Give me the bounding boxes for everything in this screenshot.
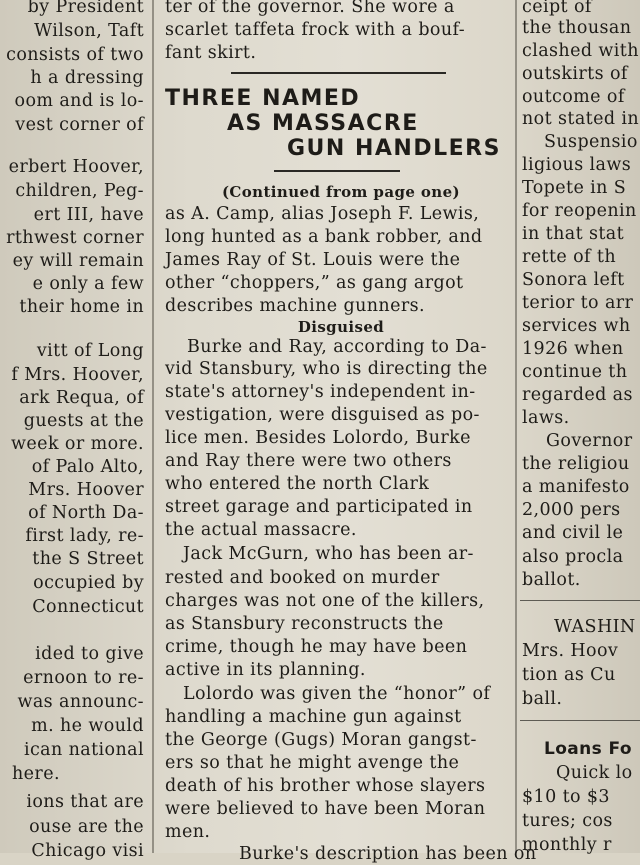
right-line: Quick lo <box>556 763 633 783</box>
left-line: ey will remain <box>12 251 144 271</box>
left-line: e only a few <box>32 274 144 294</box>
subhead: Disguised <box>297 318 385 336</box>
left-line: by President <box>27 0 144 17</box>
left-line: vitt of Long <box>36 341 144 361</box>
article-line: vestigation, were disguised as po- <box>165 405 480 425</box>
right-line: ball. <box>522 689 563 709</box>
left-line: was announc- <box>17 692 144 712</box>
right-line: Sonora left <box>522 270 625 290</box>
left-line: ican national <box>23 740 144 760</box>
article-line: rested and booked on murder <box>165 568 440 588</box>
left-line: week or more. <box>11 434 144 454</box>
right-line: Mrs. Hoov <box>522 641 619 661</box>
left-line: erbert Hoover, <box>8 157 144 177</box>
article-line: death of his brother whose slayers <box>165 776 486 796</box>
mid-top-line: scarlet taffeta frock with a bouf- <box>165 20 466 40</box>
headline-rule-bottom <box>274 170 400 172</box>
right-line: Governor <box>546 431 633 451</box>
left-line: consists of two <box>6 45 144 65</box>
right-line: tion as Cu <box>522 665 616 685</box>
article-line: ers so that he might avenge the <box>165 753 460 773</box>
mid-top-line: fant skirt. <box>165 43 257 63</box>
article-line: lice men. Besides Lolordo, Burke <box>165 428 471 448</box>
article-line: charges was not one of the killers, <box>165 591 485 611</box>
article-line: street garage and participated in <box>165 497 473 517</box>
article-line: men. <box>165 822 211 842</box>
left-line: of North Da- <box>28 503 144 523</box>
left-line: h a dressing <box>30 68 144 88</box>
left-line: rthwest corner <box>6 228 144 248</box>
left-line: first lady, re- <box>25 526 144 546</box>
article-line: were believed to have been Moran <box>165 799 486 819</box>
right-line: WASHIN <box>554 617 636 637</box>
left-line: here. <box>12 764 60 784</box>
left-line: the S Street <box>32 549 144 569</box>
right-line: $10 to $3 <box>522 787 610 807</box>
right-line: and civil le <box>522 523 624 543</box>
right-line: laws. <box>522 408 570 428</box>
left-line: Connecticut <box>32 597 144 617</box>
left-column <box>0 0 148 861</box>
right-line: services wh <box>522 316 631 336</box>
article-line: Lolordo was given the “honor” of <box>183 684 491 704</box>
right-line: ballot. <box>522 570 581 590</box>
article-line: Burke and Ray, according to Da- <box>187 337 487 357</box>
continued-note: (Continued from page one) <box>221 183 461 201</box>
right-column <box>520 0 640 853</box>
article-line: James Ray of St. Louis were the <box>165 250 461 270</box>
right-line: in that stat <box>522 224 625 244</box>
right-line: 2,000 pers <box>522 500 621 520</box>
article-line: as Stansbury reconstructs the <box>165 614 444 634</box>
article-line: as A. Camp, alias Joseph F. Lewis, <box>165 204 480 224</box>
left-line: f Mrs. Hoover, <box>11 365 144 385</box>
right-line: outskirts of <box>522 64 628 84</box>
article-line: crime, though he may have been <box>165 637 468 657</box>
left-line: Wilson, Taft <box>34 21 144 41</box>
left-line: children, Peg- <box>15 181 144 201</box>
left-line: guests at the <box>23 411 144 431</box>
article-line: Burke's description has been on <box>239 844 537 864</box>
section-rule <box>520 600 640 601</box>
left-line: Mrs. Hoover <box>28 480 144 500</box>
right-line: regarded as <box>522 385 633 405</box>
article-line: other “choppers,” as gang argot <box>165 273 464 293</box>
headline-line-2: AS MASSACRE <box>227 111 419 136</box>
article-line: who entered the north Clark <box>165 474 430 494</box>
right-line: not stated in <box>522 109 640 129</box>
middle-column <box>159 0 537 864</box>
left-line: occupied by <box>33 573 144 593</box>
left-line: ernoon to re- <box>23 668 144 688</box>
right-line: tures; cos <box>522 811 613 831</box>
right-line: a manifesto <box>522 477 630 497</box>
article-line: long hunted as a bank robber, and <box>165 227 483 247</box>
left-line: ark Requa, of <box>19 388 144 408</box>
left-line: ided to give <box>35 644 144 664</box>
article-line: the George (Gugs) Moran gangst- <box>165 730 477 750</box>
article-line: describes machine gunners. <box>165 296 425 316</box>
left-line: their home in <box>19 297 144 317</box>
left-line: Chicago visi <box>31 841 144 861</box>
left-line: oom and is lo- <box>14 91 144 111</box>
right-line: also procla <box>522 547 624 567</box>
column-rule <box>152 0 154 853</box>
article-line: active in its planning. <box>165 660 366 680</box>
section-rule <box>520 720 640 721</box>
article-line: state's attorney's independent in- <box>165 382 476 402</box>
right-line: Suspensio <box>544 132 638 152</box>
right-line: 1926 when <box>522 339 624 359</box>
article-line: and Ray there were two others <box>165 451 452 471</box>
left-line: m. he would <box>31 716 144 736</box>
left-line: of Palo Alto, <box>31 457 144 477</box>
right-line: terior to arr <box>522 293 634 313</box>
right-line: the thousan <box>522 18 632 38</box>
right-line: monthly r <box>522 835 612 855</box>
mid-top-line: ter of the governor. She wore a <box>165 0 455 17</box>
article-line: handling a machine gun against <box>165 707 462 727</box>
right-line: outcome of <box>522 87 625 107</box>
headline-line-3: GUN HANDLERS <box>287 136 501 161</box>
right-line: ceipt of <box>522 0 592 17</box>
left-line: ouse are the <box>29 817 144 837</box>
right-line: Topete in S <box>522 178 627 198</box>
right-line: the religiou <box>522 454 630 474</box>
article-line: the actual massacre. <box>165 520 357 540</box>
article-line: vid Stansbury, who is directing the <box>165 359 488 379</box>
headline-rule-top <box>231 72 446 74</box>
right-line: clashed with <box>522 41 639 61</box>
right-subhead: Loans Fo <box>544 739 632 759</box>
right-line: ligious laws <box>522 155 632 175</box>
article-line: Jack McGurn, who has been ar- <box>183 544 474 564</box>
headline-line-1: THREE NAMED <box>165 86 361 111</box>
left-line: vest corner of <box>15 115 144 135</box>
left-line: ert III, have <box>33 205 144 225</box>
right-line: continue th <box>522 362 628 382</box>
right-line: rette of th <box>522 247 616 267</box>
right-line: for reopenin <box>522 201 637 221</box>
left-line: ions that are <box>26 792 144 812</box>
